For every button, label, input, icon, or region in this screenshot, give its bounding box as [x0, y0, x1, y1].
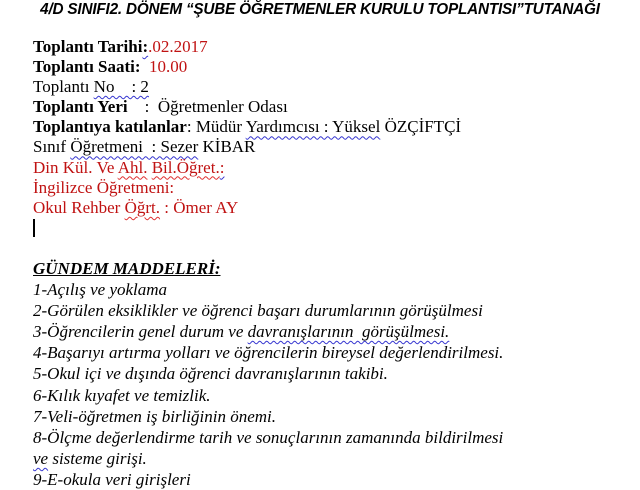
line-okul-rehber[interactable] — [33, 198, 640, 218]
line-din-kul-ogretmeni-seg-3: Bil.Öğret. — [151, 157, 220, 177]
line-agenda-item-4[interactable] — [33, 342, 640, 363]
line-agenda-item-6-seg-0: 6-Kılık kıyafet ve temizlik. — [33, 385, 211, 405]
line-toplanti-yeri-seg-1: : Öğretmenler Odası — [127, 97, 288, 117]
line-sinif-ogretmeni-seg-2: KİBAR — [198, 137, 256, 157]
line-sinif-ogretmeni-seg-1: Öğretmeni : Sezer — [70, 137, 199, 157]
line-agenda-item-3[interactable] — [33, 321, 640, 342]
line-toplantiya-katilanlar-seg-1: : Müdür — [186, 117, 246, 137]
line-okul-rehber-seg-1: Öğrt. — [124, 197, 161, 217]
document-body[interactable] — [33, 37, 640, 490]
line-okul-rehber-seg-0: Okul Rehber — [33, 197, 125, 217]
line-agenda-item-1-seg-0: 1-Açılış ve yoklama — [33, 280, 168, 300]
line-agenda-item-2-seg-0: 2-Görülen eksiklikler ve öğrenci başarı durumlarının görüşülmesi — [33, 301, 483, 321]
line-toplanti-no-seg-0: Toplantı — [33, 77, 94, 97]
line-agenda-item-9[interactable] — [33, 469, 640, 490]
line-gundem-header-seg-0: GÜNDEM MADDELERİ: — [33, 258, 221, 278]
text-cursor — [33, 219, 35, 237]
line-toplanti-no-seg-1: No : 2 — [93, 77, 149, 97]
line-din-kul-ogretmeni[interactable] — [33, 158, 640, 178]
line-din-kul-ogretmeni-seg-4: : — [219, 157, 225, 177]
line-toplanti-tarihi-seg-0: Toplantı Tarihi — [33, 37, 143, 56]
line-agenda-item-5-seg-0: 5-Okul içi ve dışında öğrenci davranışlarının takibi. — [33, 364, 388, 384]
line-toplanti-tarihi-seg-1: : — [142, 37, 149, 56]
line-agenda-item-7[interactable] — [33, 406, 640, 427]
document-title[interactable]: 4/D SINIFI2. DÖNEM “ŞUBE ÖĞRETMENLER KURULU TOPLANTISI”TUTANAĞI — [40, 1, 600, 18]
line-agenda-item-2[interactable] — [33, 300, 640, 321]
line-agenda-item-8-cont-seg-1: sisteme girişi. — [48, 448, 147, 468]
line-agenda-item-3-seg-0: 3-Öğrencilerin genel durum ve — [33, 322, 248, 342]
line-agenda-item-1[interactable] — [33, 279, 640, 300]
line-toplanti-no[interactable] — [33, 77, 640, 97]
line-agenda-item-6[interactable] — [33, 385, 640, 406]
line-agenda-item-3-seg-1: davranışlarının görüşülmesi. — [247, 322, 450, 342]
line-sinif-ogretmeni[interactable] — [33, 137, 640, 157]
line-ingilizce-ogretmeni[interactable] — [33, 178, 640, 198]
line-agenda-item-7-seg-0: 7-Veli-öğretmen iş birliğinin önemi. — [33, 406, 277, 426]
line-toplanti-yeri-seg-0: Toplantı Yeri — [33, 97, 128, 117]
line-agenda-item-9-seg-0: 9-E-okula veri girişleri — [33, 469, 191, 489]
line-ingilizce-ogretmeni-seg-0: İngilizce Öğretmeni: — [33, 177, 175, 197]
line-sinif-ogretmeni-seg-0: Sınıf — [33, 137, 71, 157]
line-toplanti-tarihi[interactable] — [33, 37, 640, 57]
line-din-kul-ogretmeni-seg-1: Ahl. — [117, 157, 148, 177]
line-toplantiya-katilanlar-seg-2: Yardımcısı : Yüksel — [245, 117, 381, 137]
line-agenda-item-8-seg-0: 8-Ölçme değerlendirme tarih ve sonuçlarının zamanında bildirilmesi — [33, 427, 504, 447]
line-toplanti-saati-seg-1: 10.00 — [140, 57, 188, 77]
line-toplantiya-katilanlar-seg-0: Toplantıya katılanlar — [33, 117, 187, 137]
line-agenda-item-8-cont-seg-0: ve — [33, 448, 49, 468]
line-agenda-item-4-seg-0: 4-Başarıyı artırma yolları ve öğrencilerin bireysel değerlendirilmesi. — [33, 343, 504, 363]
line-agenda-item-8[interactable] — [33, 427, 640, 448]
line-toplanti-tarihi-seg-2: .02.2017 — [148, 37, 208, 56]
line-toplanti-saati[interactable] — [33, 57, 640, 77]
line-blank — [33, 238, 640, 258]
line-text-cursor[interactable] — [33, 218, 640, 238]
line-agenda-item-8-cont[interactable] — [33, 448, 640, 469]
line-din-kul-ogretmeni-seg-0: Din Kül. Ve — [33, 157, 118, 177]
line-agenda-item-5[interactable] — [33, 363, 640, 384]
line-gundem-header[interactable] — [33, 258, 640, 279]
line-okul-rehber-seg-2: : Ömer AY — [160, 197, 239, 217]
line-toplantiya-katilanlar-seg-3: ÖZÇİFTÇİ — [380, 117, 462, 137]
line-toplanti-saati-seg-0: Toplantı Saati: — [33, 57, 141, 77]
line-toplantiya-katilanlar[interactable] — [33, 117, 640, 137]
line-toplanti-yeri[interactable] — [33, 97, 640, 117]
